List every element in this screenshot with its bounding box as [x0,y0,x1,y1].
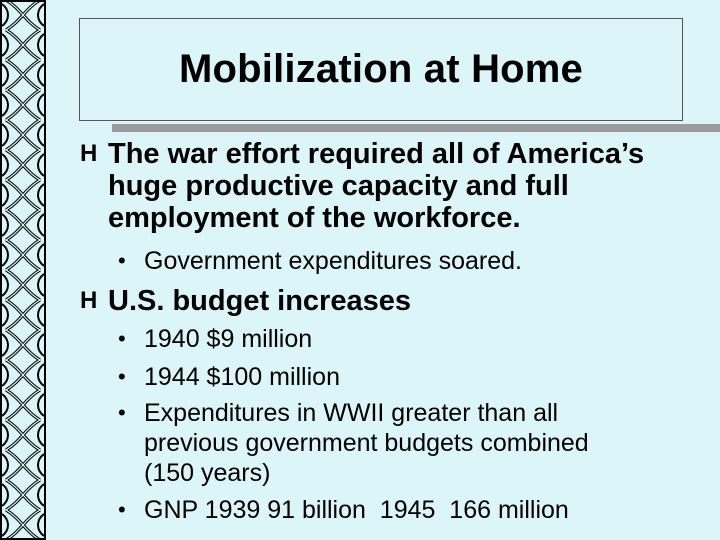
sub-bullet-text: Expenditures in WWII greater than all previous government budgets combined (150 years) [144,399,589,487]
dot-bullet-icon: • [118,326,126,351]
dot-bullet-icon: • [118,364,126,389]
sub-bullet-text: Government expenditures soared. [144,247,522,275]
bullet-text: The war effort required all of America’s huge productive capacity and full employment of the workforce. [108,138,645,234]
sub-bullet-text: GNP 1939 91 billion 1945 166 million [144,496,569,524]
bullet-text: U.S. budget increases [108,285,411,317]
dot-bullet-icon: • [118,497,126,522]
celtic-knot-pattern [0,0,46,540]
title-box [79,18,683,121]
h-bullet-icon: H [80,140,98,167]
dot-bullet-icon: • [118,248,126,273]
sub-bullet-text: 1944 $100 million [144,363,340,391]
slide-title: Mobilization at Home [179,47,583,91]
sub-bullet-text: 1940 $9 million [144,325,313,353]
title-divider [112,124,720,132]
h-bullet-icon: H [80,287,98,314]
dot-bullet-icon: • [118,400,126,425]
celtic-knot-border [0,0,46,540]
